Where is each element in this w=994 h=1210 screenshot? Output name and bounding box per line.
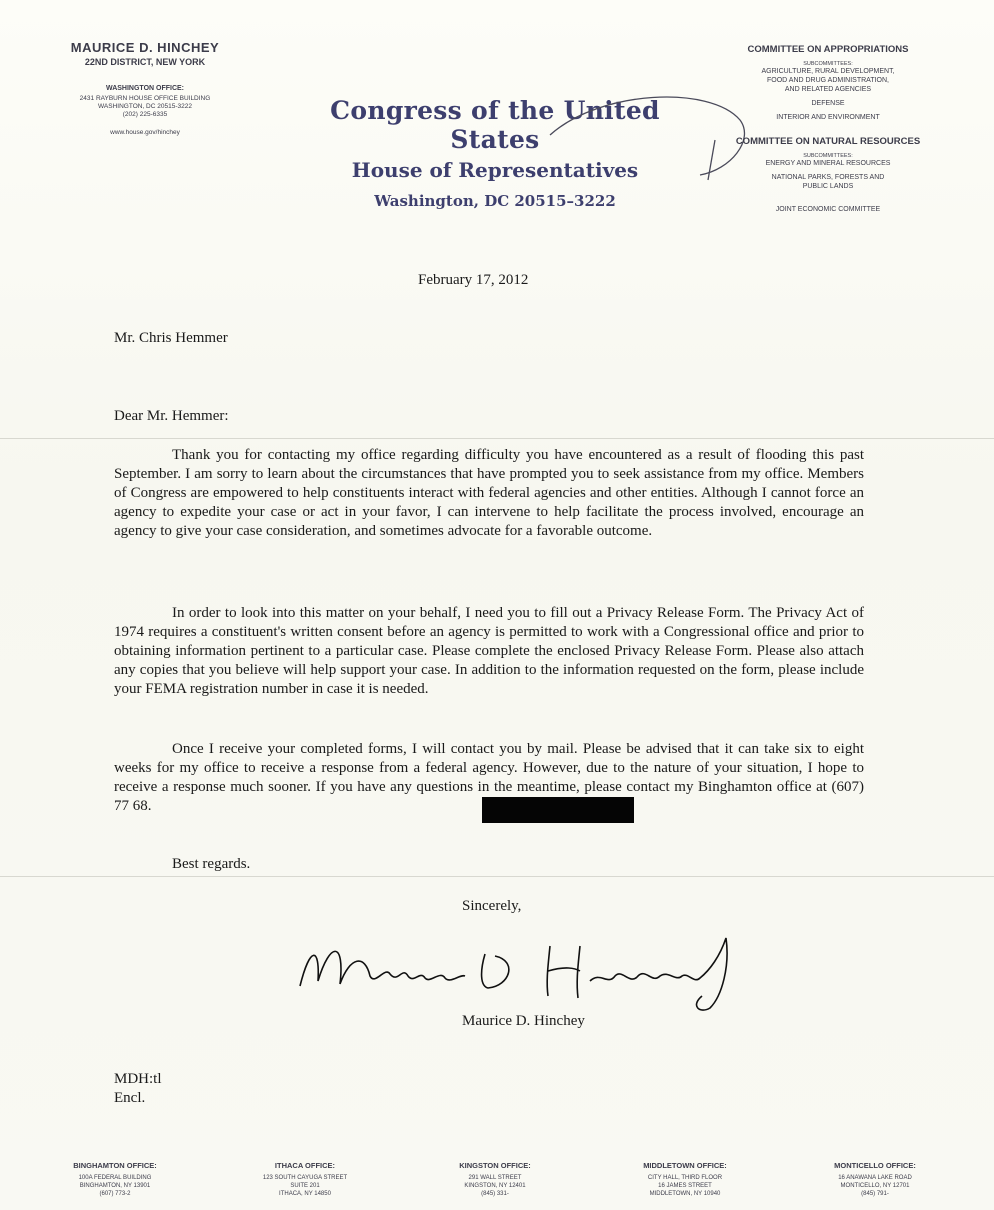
salutation: Dear Mr. Hemmer: [114,408,229,424]
office-name: KINGSTON OFFICE: [459,1161,531,1170]
office-line: 123 SOUTH CAYUGA STREET [262,1175,348,1181]
committee-appropriations: COMMITTEE ON APPROPRIATIONS [747,44,909,55]
office-kingston [410,1161,580,1198]
fold-line-top [0,438,994,439]
letterhead-right [712,44,944,214]
body-paragraph-3: Once I receive your completed forms, I will contact you by mail. Please be advised that it can take six to eight weeks for my office to receive a response from a federal agency. However, due to the nature of your situation, I hope to receive a response much sooner. If you have any questions in the meantime, please contact my Binghamton office at (607) 77 68. [114,741,864,814]
washington-address-line2: WASHINGTON, DC 20515-3222 [98,103,192,110]
enclosure-note: Encl. [114,1090,146,1106]
letterhead-title: Congress of the United States [330,96,660,154]
subcommittee-defense: DEFENSE [811,100,845,107]
washington-address-line1: 2431 RAYBURN HOUSE OFFICE BUILDING [79,95,211,102]
subcommittee-interior: INTERIOR AND ENVIRONMENT [776,114,880,121]
fold-line-bottom [0,876,994,877]
redaction-bar [482,797,634,823]
committee-natural-resources: COMMITTEE ON NATURAL RESOURCES [735,136,921,147]
office-line: MONTICELLO, NY 12701 [840,1183,910,1189]
office-line: (607) 773-2 [99,1191,131,1197]
subcommittees-label-2: SUBCOMMITTEES: [803,153,853,159]
washington-office-label: WASHINGTON OFFICE: [105,85,185,92]
closing-note: Best regards. [172,856,251,872]
office-line: KINGSTON, NY 12401 [464,1183,526,1189]
office-line: 16 ANAWANA LAKE ROAD [838,1175,912,1181]
subcommittee-agriculture-line2: FOOD AND DRUG ADMINISTRATION, [767,77,889,84]
letterhead-city: Washington, DC 20515–3222 [374,192,616,210]
office-name: MIDDLETOWN OFFICE: [643,1161,727,1170]
district-offices-footer [30,1161,960,1198]
office-line: 291 WALL STREET [468,1175,522,1181]
website-link[interactable]: www.house.gov/hinchey [110,129,180,136]
handwritten-signature [290,926,750,1016]
office-line: 16 JAMES STREET [658,1183,712,1189]
office-line: (845) 791- [861,1191,889,1197]
member-district: 22ND DISTRICT, NEW YORK [84,57,206,67]
subcommittee-agriculture-line1: AGRICULTURE, RURAL DEVELOPMENT, [761,68,895,75]
typist-initials: MDH:tl [114,1071,162,1087]
letter-date: February 17, 2012 [418,272,529,288]
washington-phone: (202) 225-6335 [122,111,168,118]
office-binghamton [30,1161,200,1198]
subcommittee-agriculture-line3: AND RELATED AGENCIES [784,86,872,93]
subcommittee-parks-line2: PUBLIC LANDS [802,183,854,190]
office-name: MONTICELLO OFFICE: [834,1161,916,1170]
office-name: BINGHAMTON OFFICE: [73,1161,157,1170]
office-name: ITHACA OFFICE: [274,1161,336,1170]
office-line: ITHACA, NY 14850 [279,1191,331,1197]
body-paragraph-1: Thank you for contacting my office regarding difficulty you have encountered as a result of flooding this past September. I am sorry to learn about the circumstances that have prompted you to seek assistance from my office. Members of Congress are empowered to help constituents interact with federal agencies and other entities. Although I cannot force an agency to expedite your case or act in your favor, I can intervene to help facilitate the process involved, encourage an agency to give your case consideration, and sometimes advocate for a favorable outcome. [114,447,864,539]
member-name: MAURICE D. HINCHEY [70,40,220,55]
committee-joint-economic: JOINT ECONOMIC COMMITTEE [775,206,881,213]
letterhead-left [30,40,260,136]
reference-initials [114,1070,162,1108]
office-monticello [790,1161,960,1198]
office-ithaca [220,1161,390,1198]
subcommittees-label: SUBCOMMITTEES: [803,61,853,67]
office-line: 100A FEDERAL BUILDING [78,1175,152,1181]
subcommittee-energy: ENERGY AND MINERAL RESOURCES [765,160,891,167]
office-line: (845) 331- [481,1191,509,1197]
body-paragraph-2: In order to look into this matter on your behalf, I need you to fill out a Privacy Release Form. The Privacy Act of 1974 requires a constituent's written consent before an agency is permitted to work with a Congressional office and prior to obtaining information pertinent to a particular case. Please complete the enclosed Privacy Release Form. Please also attach any copies that you believe will help support your case. In addition to the information requested on the form, please include your FEMA registration number in case it is needed. [114,605,864,697]
recipient-name: Mr. Chris Hemmer [114,330,228,346]
office-line: BINGHAMTON, NY 13901 [79,1183,151,1189]
office-line: MIDDLETOWN, NY 10940 [649,1191,721,1197]
office-line: SUITE 201 [290,1183,320,1189]
sign-off: Sincerely, [462,898,522,914]
office-middletown [600,1161,770,1198]
signer-name: Maurice D. Hinchey [462,1013,585,1029]
letterhead-subtitle: House of Representatives [351,158,639,182]
subcommittee-parks-line1: NATIONAL PARKS, FORESTS AND [771,174,885,181]
office-line: CITY HALL, THIRD FLOOR [647,1175,723,1181]
